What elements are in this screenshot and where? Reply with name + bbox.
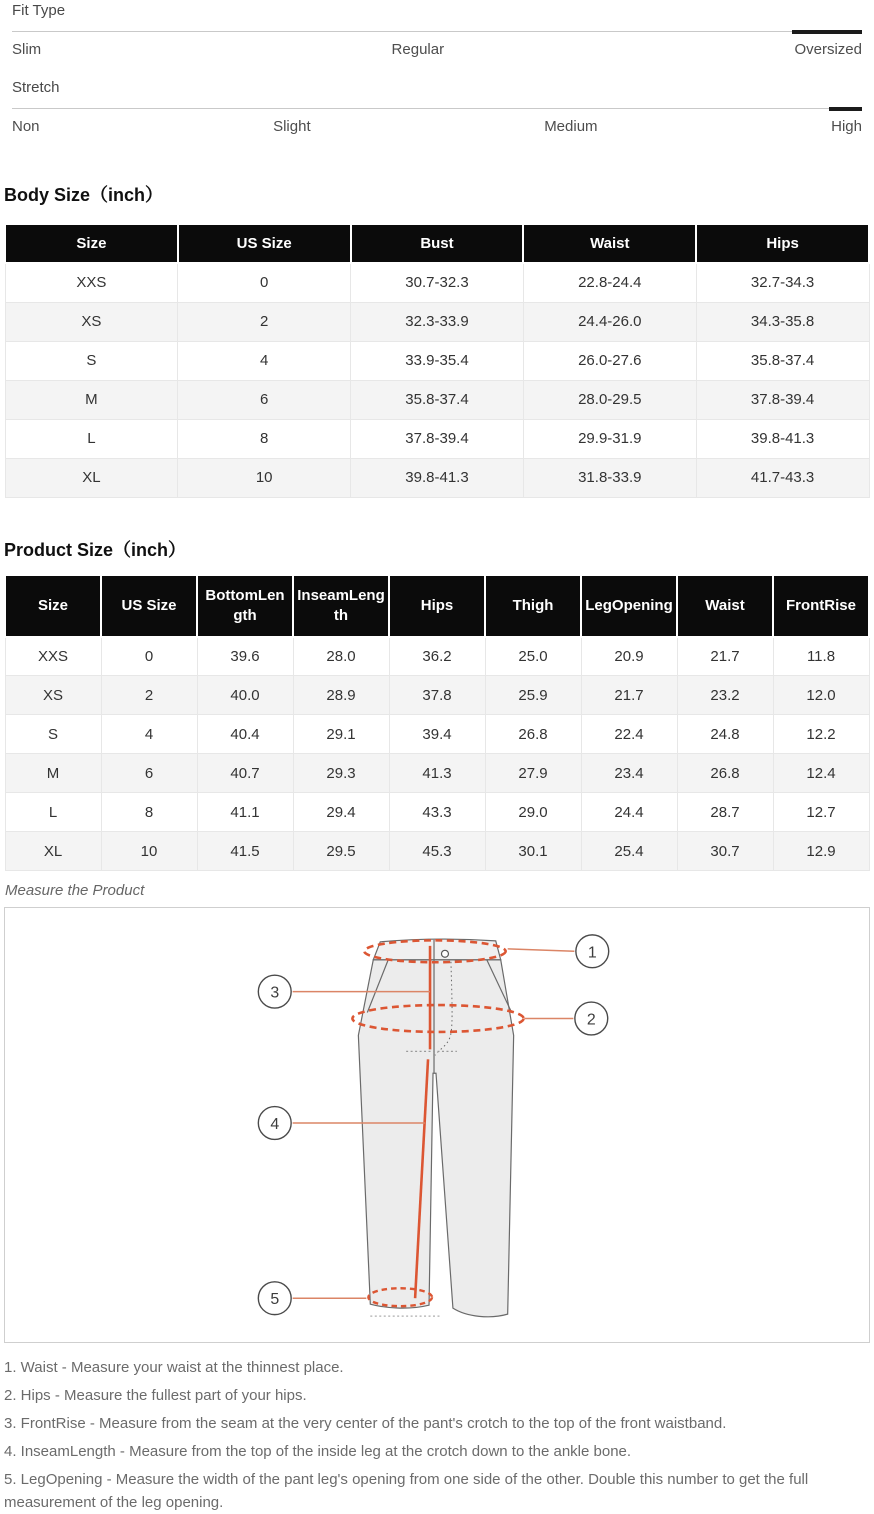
table-cell: 33.9-35.4 [351, 341, 524, 380]
table-cell: 29.1 [293, 715, 389, 754]
table-row [5, 263, 869, 302]
pants-measure-diagram [5, 908, 869, 1342]
table-cell: 12.0 [773, 676, 869, 715]
table-cell: 23.4 [581, 754, 677, 793]
table-cell: 41.1 [197, 793, 293, 832]
column-header: BottomLength [197, 575, 293, 637]
stretch-slider-track [12, 108, 862, 109]
table-cell: 12.4 [773, 754, 869, 793]
table-cell: 37.8 [389, 676, 485, 715]
column-header: Waist [677, 575, 773, 637]
table-cell: 26.8 [485, 715, 581, 754]
note-waist: 1. Waist - Measure your waist at the thinnest place. [4, 1359, 344, 1376]
column-header: Bust [351, 224, 524, 263]
fit-type-slider-indicator [792, 30, 862, 34]
callout-4-number: 4 [270, 1115, 280, 1133]
table-cell: 10 [101, 832, 197, 871]
table-cell: 24.8 [677, 715, 773, 754]
table-cell: 29.0 [485, 793, 581, 832]
table-row [5, 637, 869, 676]
stretch-option-high: High [831, 118, 862, 135]
table-cell: 36.2 [389, 637, 485, 676]
body-size-table [4, 223, 870, 498]
table-cell: 25.4 [581, 832, 677, 871]
stretch-option-medium: Medium [544, 118, 598, 135]
table-row [5, 832, 869, 871]
callout-5-number: 5 [270, 1291, 280, 1309]
column-header: InseamLength [293, 575, 389, 637]
table-cell: 28.0 [293, 637, 389, 676]
table-cell: 40.7 [197, 754, 293, 793]
table-cell: 29.9-31.9 [523, 419, 696, 458]
callout-4 [258, 1107, 291, 1140]
fit-type-option-oversized: Oversized [794, 41, 862, 58]
stretch-option-non: Non [12, 118, 40, 135]
fit-type-option-slim: Slim [12, 41, 42, 58]
stretch-option-slight: Slight [273, 118, 311, 135]
table-cell: 26.8 [677, 754, 773, 793]
table-cell: 25.9 [485, 676, 581, 715]
note-hips: 2. Hips - Measure the fullest part of your hips. [4, 1387, 307, 1404]
column-header: Hips [696, 224, 869, 263]
table-row [5, 302, 869, 341]
callout-5 [258, 1282, 291, 1315]
column-header: FrontRise [773, 575, 869, 637]
table-cell: 30.1 [485, 832, 581, 871]
table-cell: 45.3 [389, 832, 485, 871]
table-cell: 41.7-43.3 [696, 458, 869, 497]
table-cell: XS [5, 302, 178, 341]
column-header: US Size [101, 575, 197, 637]
table-row [5, 793, 869, 832]
table-cell: 27.9 [485, 754, 581, 793]
table-cell: 31.8-33.9 [523, 458, 696, 497]
table-cell: 6 [178, 380, 351, 419]
table-header-row [5, 224, 869, 263]
stretch-scale [12, 118, 862, 135]
table-cell: 39.4 [389, 715, 485, 754]
table-cell: XXS [5, 637, 101, 676]
table-cell: L [5, 419, 178, 458]
stretch-slider-indicator [829, 107, 862, 111]
table-cell: 2 [178, 302, 351, 341]
table-cell: 35.8-37.4 [696, 341, 869, 380]
table-cell: 21.7 [581, 676, 677, 715]
table-cell: 39.8-41.3 [696, 419, 869, 458]
table-cell: 43.3 [389, 793, 485, 832]
table-row [5, 754, 869, 793]
table-cell: 41.3 [389, 754, 485, 793]
table-cell: 25.0 [485, 637, 581, 676]
callout-1 [576, 935, 609, 968]
column-header: Waist [523, 224, 696, 263]
callout-3-number: 3 [270, 984, 280, 1002]
fit-type-option-regular: Regular [391, 41, 445, 58]
table-cell: 8 [178, 419, 351, 458]
callout-2 [575, 1002, 608, 1035]
table-cell: 37.8-39.4 [351, 419, 524, 458]
table-cell: 4 [101, 715, 197, 754]
table-row [5, 380, 869, 419]
table-row [5, 715, 869, 754]
table-cell: 32.7-34.3 [696, 263, 869, 302]
fit-type-slider [12, 30, 862, 34]
table-cell: 4 [178, 341, 351, 380]
callout-2-number: 2 [586, 1011, 596, 1029]
note-inseamlength: 4. InseamLength - Measure from the top of the inside leg at the crotch down to the ankle bone. [4, 1443, 632, 1460]
table-header-row [5, 575, 869, 637]
table-cell: 40.0 [197, 676, 293, 715]
table-cell: 0 [101, 637, 197, 676]
table-cell: 39.6 [197, 637, 293, 676]
table-cell: 0 [178, 263, 351, 302]
table-cell: XL [5, 832, 101, 871]
table-cell: 21.7 [677, 637, 773, 676]
product-size-title: Product Size（inch） [4, 539, 187, 560]
table-cell: XS [5, 676, 101, 715]
table-cell: S [5, 341, 178, 380]
waist-button [441, 950, 448, 957]
table-cell: 11.8 [773, 637, 869, 676]
table-cell: 26.0-27.6 [523, 341, 696, 380]
table-row [5, 341, 869, 380]
table-cell: 28.0-29.5 [523, 380, 696, 419]
table-cell: 8 [101, 793, 197, 832]
leader-line-1 [508, 949, 575, 951]
fit-type-scale [12, 41, 862, 58]
table-cell: 10 [178, 458, 351, 497]
column-header: US Size [178, 224, 351, 263]
column-header: LegOpening [581, 575, 677, 637]
stretch-slider [12, 107, 862, 111]
column-header: Thigh [485, 575, 581, 637]
table-cell: 30.7 [677, 832, 773, 871]
callout-3 [258, 975, 291, 1008]
table-cell: 24.4-26.0 [523, 302, 696, 341]
table-cell: 29.3 [293, 754, 389, 793]
table-cell: 22.8-24.4 [523, 263, 696, 302]
table-cell: 29.5 [293, 832, 389, 871]
table-cell: 23.2 [677, 676, 773, 715]
table-cell: 35.8-37.4 [351, 380, 524, 419]
fit-section [0, 0, 874, 135]
table-cell: 6 [101, 754, 197, 793]
note-frontrise: 3. FrontRise - Measure from the seam at the very center of the pant's crotch to the top of the front waistband. [4, 1415, 727, 1432]
table-row [5, 676, 869, 715]
table-cell: 28.9 [293, 676, 389, 715]
measure-title: Measure the Product [5, 882, 145, 899]
table-cell: 20.9 [581, 637, 677, 676]
measure-notes [4, 1356, 870, 1514]
table-cell: 22.4 [581, 715, 677, 754]
product-size-table [4, 574, 870, 872]
table-cell: L [5, 793, 101, 832]
table-cell: 39.8-41.3 [351, 458, 524, 497]
table-cell: 2 [101, 676, 197, 715]
table-cell: M [5, 754, 101, 793]
body-size-title: Body Size（inch） [4, 185, 164, 205]
table-cell: 30.7-32.3 [351, 263, 524, 302]
fit-type-label: Fit Type [12, 2, 66, 19]
column-header: Size [5, 575, 101, 637]
table-cell: 24.4 [581, 793, 677, 832]
table-cell: XXS [5, 263, 178, 302]
table-cell: 28.7 [677, 793, 773, 832]
note-legopening: 5. LegOpening - Measure the width of the pant leg's opening from one side of the other. Double this number to get the full measurement of the leg opening. [4, 1471, 809, 1511]
table-cell: 29.4 [293, 793, 389, 832]
column-header: Hips [389, 575, 485, 637]
table-cell: XL [5, 458, 178, 497]
table-cell: 34.3-35.8 [696, 302, 869, 341]
pants-body [358, 960, 513, 1317]
table-cell: 41.5 [197, 832, 293, 871]
stretch-label: Stretch [12, 79, 60, 96]
measure-diagram-box [4, 907, 870, 1343]
callout-1-number: 1 [587, 944, 597, 962]
table-cell: 37.8-39.4 [696, 380, 869, 419]
table-cell: 12.9 [773, 832, 869, 871]
table-cell: M [5, 380, 178, 419]
table-cell: 32.3-33.9 [351, 302, 524, 341]
table-cell: 12.2 [773, 715, 869, 754]
table-row [5, 458, 869, 497]
table-row [5, 419, 869, 458]
fit-type-slider-track [12, 31, 862, 32]
table-cell: 40.4 [197, 715, 293, 754]
column-header: Size [5, 224, 178, 263]
table-cell: 12.7 [773, 793, 869, 832]
table-cell: S [5, 715, 101, 754]
